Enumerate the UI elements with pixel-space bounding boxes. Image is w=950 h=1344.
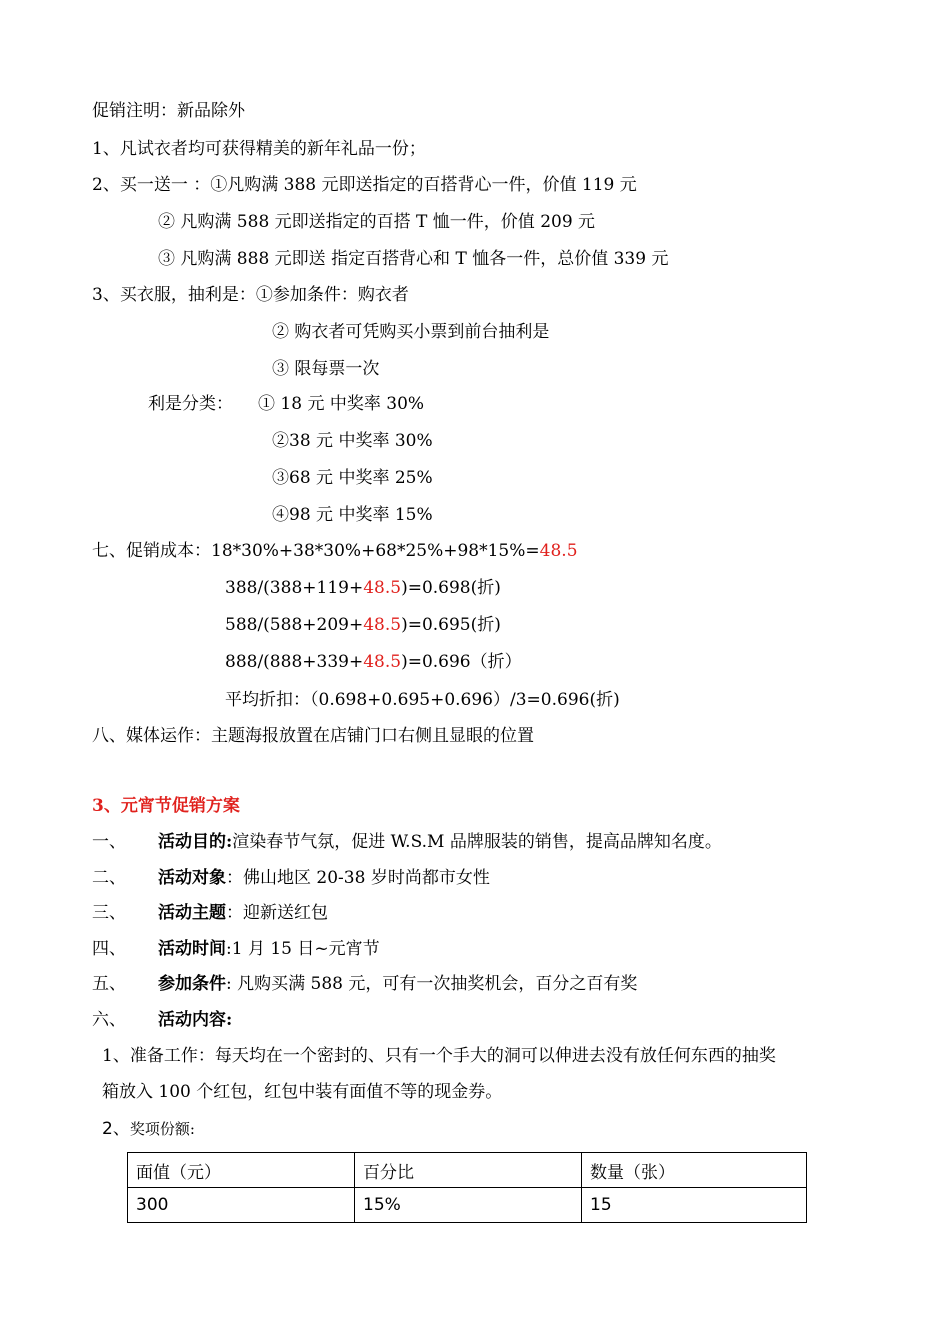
promo-cost-formula: 七、促销成本：18*30%+38*30%+68*25%+98*15%= bbox=[92, 541, 540, 561]
media-operation: 八、媒体运作：主题海报放置在店铺门口右侧且显眼的位置 bbox=[92, 726, 534, 746]
activity-row-theme-content bbox=[158, 902, 328, 924]
prize-title-text: 奖项份额: bbox=[129, 1120, 195, 1138]
section-heading-lantern-festival: 3、元宵节促销方案 bbox=[92, 796, 240, 816]
table-cell: 15 bbox=[582, 1188, 807, 1223]
calc-cost: 48.5 bbox=[363, 578, 402, 598]
row-label: 活动主题 bbox=[158, 903, 226, 923]
row-number: 四、 bbox=[92, 939, 126, 959]
table-cell: 300 bbox=[128, 1188, 355, 1223]
lishi-option-1: ① 18 元 中奖率 30% bbox=[258, 394, 425, 414]
lishi-option-2: ②38 元 中奖率 30% bbox=[272, 431, 433, 451]
row-label: 参加条件 bbox=[158, 974, 226, 994]
calc-text: 588/(588+209+ bbox=[225, 615, 364, 635]
prize-table bbox=[127, 1152, 807, 1223]
activity-row-condition bbox=[92, 973, 126, 995]
lishi-option-3: ③68 元 中奖率 25% bbox=[272, 468, 433, 488]
calc-text: 388/(388+119+ bbox=[225, 578, 364, 598]
average-discount: 平均折扣：（0.698+0.695+0.696）/3=0.696(折) bbox=[225, 690, 620, 710]
lishi-label: 利是分类： bbox=[148, 394, 233, 414]
row-number: 六、 bbox=[92, 1010, 126, 1030]
table-cell: 15% bbox=[355, 1188, 582, 1223]
row-number: 一、 bbox=[92, 832, 126, 852]
activity-row-time-content bbox=[158, 938, 380, 960]
calc-result: )=0.695(折) bbox=[401, 615, 501, 635]
calc-text: 888/(888+339+ bbox=[225, 652, 364, 672]
table-header-cell: 面值（元） bbox=[128, 1153, 355, 1188]
row-label: 活动内容: bbox=[158, 1010, 233, 1030]
activity-row-target-content bbox=[158, 867, 490, 889]
item-2-line-b: ② 凡购满 588 元即送指定的百搭 T 恤一件，价值 209 元 bbox=[158, 212, 596, 232]
activity-row-purpose-content bbox=[158, 831, 722, 853]
promo-cost-value: 48.5 bbox=[539, 541, 578, 561]
row-text: 渲染春节气氛，促进 W.S.M 品牌服装的销售，提高品牌知名度。 bbox=[232, 832, 722, 852]
item-3-line-a: 3、买衣服，抽利是：①参加条件：购衣者 bbox=[92, 285, 409, 305]
row-number: 三、 bbox=[92, 903, 126, 923]
row-number: 二、 bbox=[92, 868, 126, 888]
prize-share-title bbox=[102, 1118, 195, 1140]
item-3-line-b: ② 购衣者可凭购买小票到前台抽利是 bbox=[272, 322, 550, 342]
activity-row-condition-content bbox=[158, 973, 637, 995]
prize-title-number: 2、 bbox=[102, 1119, 130, 1139]
preparation-line-2: 箱放入 100 个红包，红包中装有面值不等的现金券。 bbox=[102, 1082, 503, 1102]
row-label: 活动目的: bbox=[158, 832, 233, 852]
item-2-line-a: 2、买一送一 ：①凡购满 388 元即送指定的百搭背心一件，价值 119 元 bbox=[92, 175, 637, 195]
row-text: ：佛山地区 20-38 岁时尚都市女性 bbox=[226, 868, 490, 888]
activity-row-target bbox=[92, 867, 126, 889]
discount-calc-588 bbox=[225, 614, 501, 636]
item-1: 1、凡试衣者均可获得精美的新年礼品一份； bbox=[92, 139, 426, 159]
table-header-row bbox=[128, 1153, 807, 1188]
item-2-line-c: ③ 凡购满 888 元即送 指定百搭背心和 T 恤各一件，总价值 339 元 bbox=[158, 249, 669, 269]
row-text: :1 月 15 日~元宵节 bbox=[226, 939, 380, 959]
table-header-cell: 数量（张） bbox=[582, 1153, 807, 1188]
discount-calc-388 bbox=[225, 577, 501, 599]
activity-row-content bbox=[92, 1009, 126, 1031]
activity-row-theme bbox=[92, 902, 126, 924]
lishi-option-4: ④98 元 中奖率 15% bbox=[272, 505, 433, 525]
calc-result: )=0.698(折) bbox=[401, 578, 501, 598]
item-3-line-c: ③ 限每票一次 bbox=[272, 359, 380, 379]
row-text: ：迎新送红包 bbox=[226, 903, 328, 923]
activity-row-time bbox=[92, 938, 126, 960]
row-number: 五、 bbox=[92, 974, 126, 994]
promo-cost bbox=[92, 540, 578, 562]
calc-cost: 48.5 bbox=[363, 652, 402, 672]
activity-row-content-label bbox=[158, 1009, 232, 1031]
row-label: 活动时间 bbox=[158, 939, 226, 959]
calc-cost: 48.5 bbox=[363, 615, 402, 635]
preparation-line-1: 1、准备工作：每天均在一个密封的、只有一个手大的洞可以伸进去没有放任何东西的抽奖 bbox=[102, 1046, 776, 1066]
table-header-cell: 百分比 bbox=[355, 1153, 582, 1188]
promo-note: 促销注明：新品除外 bbox=[92, 101, 245, 121]
discount-calc-888 bbox=[225, 651, 522, 673]
row-text: : 凡购买满 588 元，可有一次抽奖机会，百分之百有奖 bbox=[226, 974, 638, 994]
activity-row-purpose bbox=[92, 831, 126, 853]
row-label: 活动对象 bbox=[158, 868, 226, 888]
table-row bbox=[128, 1188, 807, 1223]
calc-result: )=0.696（折） bbox=[401, 652, 522, 672]
